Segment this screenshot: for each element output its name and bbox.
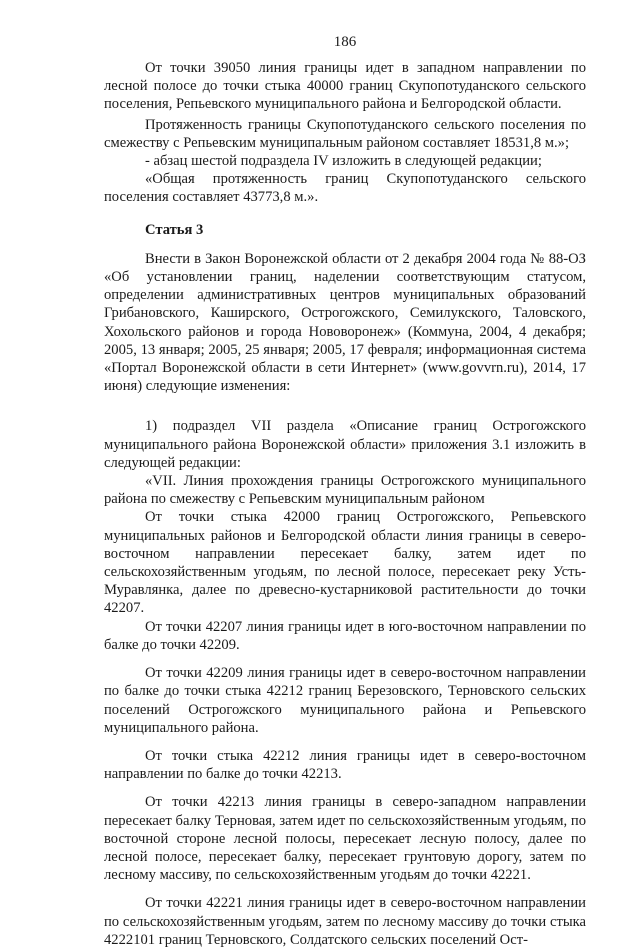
document-body [104,59,586,949]
page-number: 186 [333,34,357,50]
paragraph: От точки 42213 линия границы в северо-западном направлении пересекает балку Терновая, затем идет по сельскохозяйственным угодьям, по восточной стороне лесной полосы, пересекает лесную полосу, далее по лесной полосе, пересекает балку, пересекает грунтовую дорогу, затем по лесному массиву, по сельскохозяйственным угодьям до точки 42221. [104,794,586,884]
paragraph: От точки стыка 42000 границ Острогожского, Репьевского муниципальных районов и Белгородской области линия границы в северо-восточном направлении пересекает балку, затем идет по сельскохозяйственным угодьям, по лесной полосе, пересекает реку Усть-Муравлянка, далее по древесно-кустарниковой растительности до точки 42207. [104,509,586,617]
paragraph: От точки стыка 42212 линия границы идет в северо-восточном направлении по балке до точки 42213. [104,747,586,783]
paragraph: - абзац шестой подраздела IV изложить в следующей редакции; [145,153,542,170]
article-heading: Статья 3 [145,221,204,238]
paragraph: 1) подраздел VII раздела «Описание границ Острогожского муниципального района Воронежской области» приложения 3.1 изложить в следующей редакции: [104,418,586,471]
paragraph: От точки 42207 линия границы идет в юго-восточном направлении по балке до точки 42209. [104,618,586,653]
paragraph: «VII. Линия прохождения границы Острогожского муниципального района по смежеству с Репьевским муниципальным районом [104,473,586,508]
paragraph: «Общая протяженность границ Скупопотуданского сельского поселения составляет 43773,8 м.». [104,171,586,206]
paragraph: Внести в Закон Воронежской области от 2 декабря 2004 года № 88-ОЗ «Об установлении границ, наделении соответствующим статусом, определении административных центров муниципальных образований Грибановского, Каширского, Острогожского, Семилукского, Таловского, Хохольского районов и города Нововоронеж» (Коммуна, 2004, 4 декабря; 2005, 13 января; 2005, 25 января; 2005, 17 февраля; информационная система «Портал Воронежской области в сети Интернет» (www.govvrn.ru), 2014, 17 июня) следующие изменения: [104,250,586,395]
paragraph: От точки 39050 линия границы идет в западном направлении по лесной полосе до точки стыка 40000 границ Скупопотуданского сельского поселения, Репьевского муниципального района и Белгородской области. [104,60,586,113]
paragraph: Протяженность границы Скупопотуданского сельского поселения по смежеству с Репьевским муниципальным районом составляет 18531,8 м.»; [104,116,586,151]
paragraph: От точки 42209 линия границы идет в северо-восточном направлении по балке до точки стыка 42212 границ Березовского, Терновского сельских поселений Острогожского муниципального района и Репьевского муниципального района. [104,665,586,736]
paragraph: От точки 42221 линия границы идет в северо-восточном направлении по сельскохозяйственным угодьям, затем по лесному массиву до точки стыка 4222101 границ Терновского, Солдатского сельских поселений Ост- [104,895,586,948]
